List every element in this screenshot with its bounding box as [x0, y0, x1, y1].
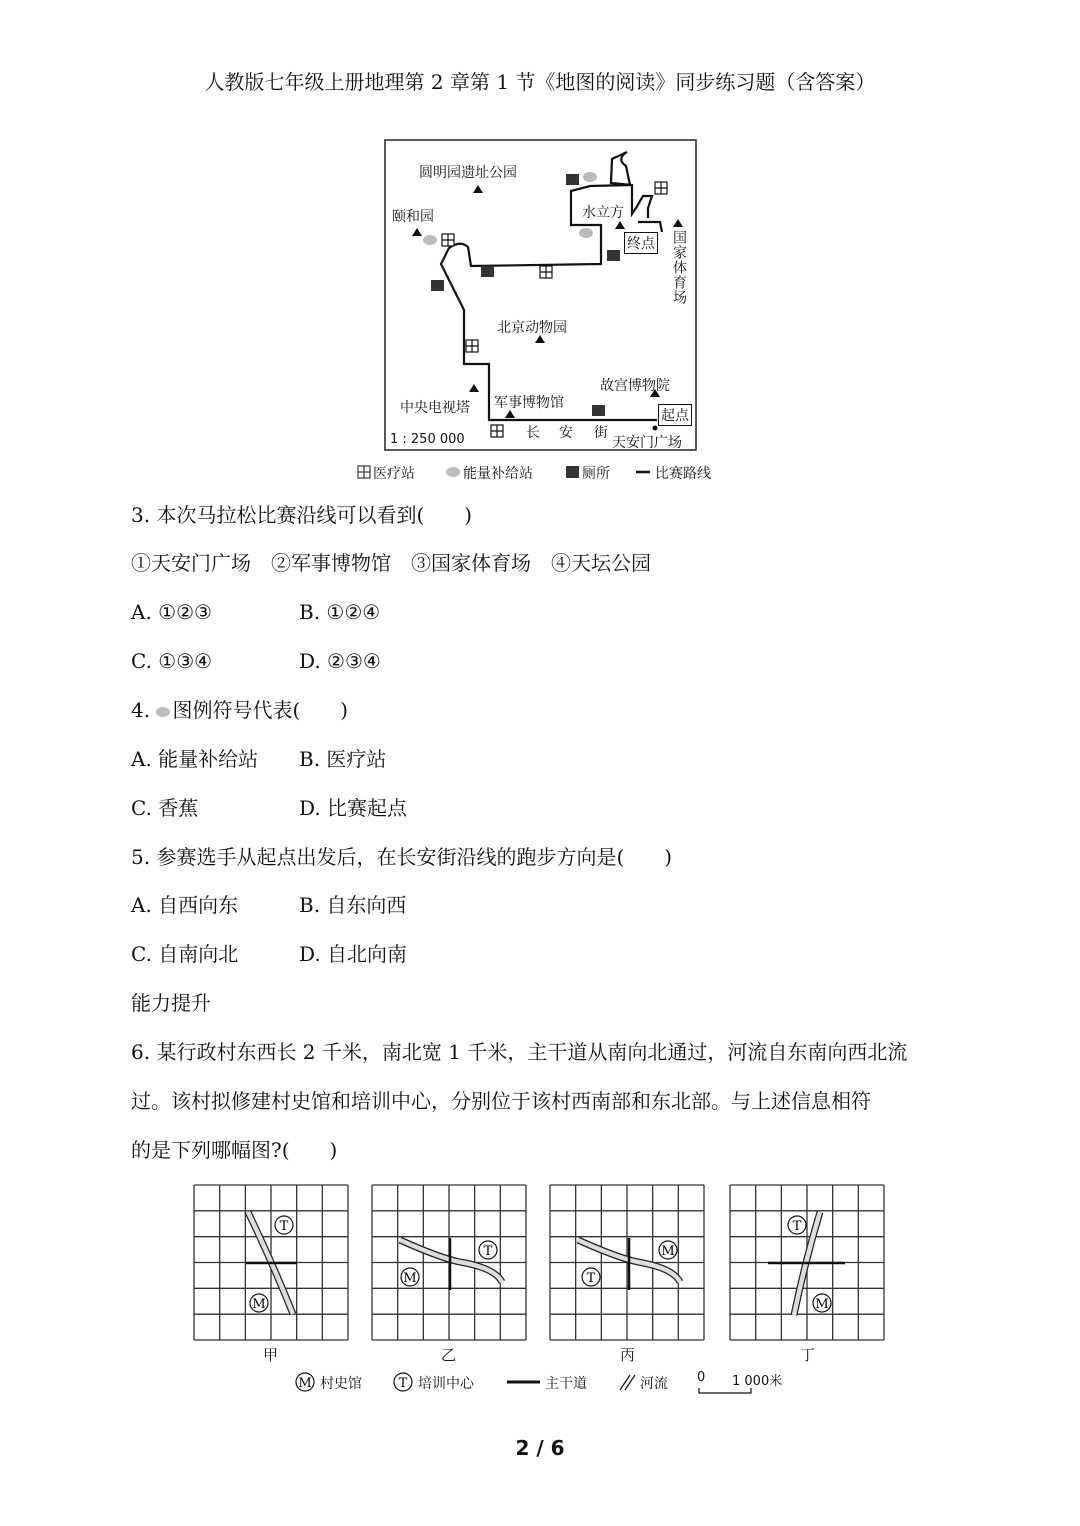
label-tower: 中央电视塔 — [400, 400, 470, 416]
q4-option-d: D. 比赛起点 — [299, 796, 408, 820]
legend-road: 主干道 — [545, 1376, 587, 1392]
q3-option-c: C. ①③④ — [131, 649, 213, 673]
label-street-3: 街 — [594, 425, 608, 441]
label-start: 起点 — [658, 404, 692, 426]
legend-museum-icon-letter: M — [298, 1376, 312, 1391]
village-museum-bing-letter: M — [661, 1244, 675, 1259]
village-museum-yi-letter: M — [403, 1271, 417, 1286]
legend-river: 河流 — [640, 1376, 668, 1392]
village-museum-ding-letter: M — [815, 1297, 829, 1312]
question-6-line-3: 的是下列哪幅图?( ) — [131, 1138, 338, 1162]
training-center-yi-letter: T — [483, 1244, 493, 1259]
q3-option-d: D. ②③④ — [299, 649, 381, 673]
question-5-stem: 5. 参赛选手从起点出发后，在长安街沿线的跑步方向是( ) — [131, 845, 673, 869]
training-center-jia-letter: T — [279, 1219, 289, 1234]
legend-river-icon — [620, 1375, 635, 1390]
legend-museum: 村史馆 — [320, 1376, 362, 1392]
grid-name-bing: 丙 — [620, 1346, 636, 1364]
label-yuanmingyuan: 圆明园遗址公园 — [419, 165, 517, 181]
q5-option-b: B. 自东向西 — [299, 893, 407, 917]
legend-training: 培训中心 — [418, 1376, 474, 1392]
question-3-items: ①天安门广场 ②军事博物馆 ③国家体育场 ④天坛公园 — [131, 551, 651, 575]
document-title: 人教版七年级上册地理第 2 章第 1 节《地图的阅读》同步练习题（含答案） — [204, 70, 876, 94]
q5-option-d: D. 自北向南 — [299, 942, 408, 966]
legend-route: 比赛路线 — [655, 466, 711, 482]
label-street-2: 安 — [559, 425, 573, 441]
label-square: 天安门广场 — [612, 435, 682, 451]
label-street-1: 长 — [526, 425, 540, 441]
label-gugong: 故宫博物院 — [600, 378, 670, 394]
legend-energy: 能量补给站 — [463, 466, 533, 482]
legend-medical: 医疗站 — [373, 466, 415, 482]
question-3-stem: 3. 本次马拉松比赛沿线可以看到( ) — [131, 503, 473, 527]
label-military: 军事博物馆 — [494, 395, 564, 411]
q4-option-b: B. 医疗站 — [299, 747, 387, 771]
q4-option-c: C. 香蕉 — [131, 796, 199, 820]
page-number: 2 / 6 — [515, 1436, 565, 1460]
grid-name-jia: 甲 — [263, 1346, 279, 1364]
question-6-line-1: 6. 某行政村东西长 2 千米，南北宽 1 千米，主干道从南向北通过，河流自东南向西北流 — [131, 1040, 908, 1064]
legend-training-icon-letter: T — [398, 1376, 408, 1391]
q5-option-a: A. 自西向东 — [131, 893, 239, 917]
label-stadium: 国家体育场 — [671, 230, 687, 305]
legend-toilet: 厕所 — [582, 466, 610, 482]
legend-scale-0: 0 — [697, 1370, 706, 1385]
q5-option-c: C. 自南向北 — [131, 942, 239, 966]
grid-name-ding: 丁 — [800, 1346, 816, 1364]
label-zoo: 北京动物园 — [497, 320, 567, 336]
training-center-ding-letter: T — [792, 1219, 802, 1234]
q4-number: 4. — [131, 698, 157, 722]
q4-option-a: A. 能量补给站 — [131, 747, 259, 771]
q3-option-a: A. ①②③ — [131, 600, 212, 624]
question-6-line-2: 过。该村拟修建村史馆和培训中心，分别位于该村西南部和东北部。与上述信息相符 — [131, 1089, 871, 1113]
grid-name-yi: 乙 — [441, 1346, 457, 1364]
legend-scale-1: 1 000米 — [732, 1374, 783, 1389]
map-scale: 1 : 250 000 — [390, 432, 465, 447]
label-yiheyuan: 颐和园 — [392, 209, 434, 225]
training-center-bing-letter: T — [586, 1271, 596, 1286]
village-museum-jia-letter: M — [252, 1297, 266, 1312]
section-heading: 能力提升 — [131, 991, 211, 1015]
label-end: 终点 — [624, 232, 658, 254]
q4-text: 图例符号代表( ) — [172, 698, 349, 722]
label-shuilifang: 水立方 — [582, 205, 624, 221]
q3-option-b: B. ①②④ — [299, 600, 381, 624]
